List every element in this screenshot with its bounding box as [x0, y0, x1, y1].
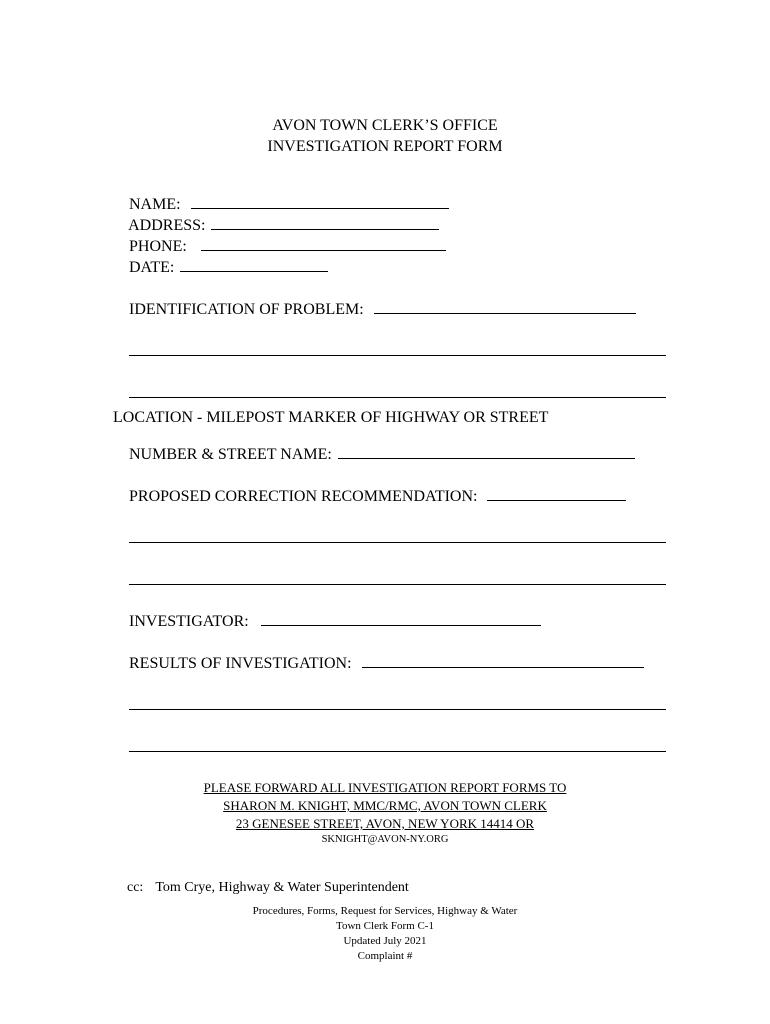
correction-blank-line-3[interactable]: [129, 583, 666, 585]
location-street-label: NUMBER & STREET NAME:: [129, 446, 332, 463]
correction-continuation-row: [113, 515, 666, 563]
form-title: INVESTIGATION REPORT FORM: [267, 138, 503, 155]
date-field-row: [113, 244, 328, 292]
results-continuation-row: [113, 682, 666, 730]
results-continuation-row: [113, 724, 666, 772]
forward-address: 23 GENESEE STREET, AVON, NEW YORK 14414 OR: [235, 816, 535, 831]
problem-label: IDENTIFICATION OF PROBLEM:: [129, 301, 364, 318]
problem-field-row: [113, 286, 636, 334]
correction-blank-line-2[interactable]: [129, 541, 666, 543]
forward-recipient: SHARON M. KNIGHT, MMC/RMC, AVON TOWN CLERK: [223, 798, 547, 813]
footer-complaint-number: Complaint #: [357, 950, 413, 962]
problem-blank-line-2[interactable]: [129, 354, 666, 356]
investigator-blank[interactable]: [261, 624, 541, 626]
location-label-line: LOCATION - MILEPOST MARKER OF HIGHWAY OR STREET: [113, 409, 549, 426]
name-label: NAME:: [129, 196, 181, 213]
date-blank[interactable]: [180, 270, 328, 272]
footer-category: Procedures, Forms, Request for Services, Highway & Water: [252, 905, 518, 917]
address-label: ADDRESS:: [128, 217, 206, 234]
problem-continuation-row: [113, 328, 666, 376]
correction-blank[interactable]: [487, 499, 626, 501]
forward-email[interactable]: SKNIGHT@AVON-NY.ORG: [321, 834, 449, 845]
footer-form-number: Town Clerk Form C-1: [336, 920, 434, 932]
location-field-row: [113, 431, 635, 479]
results-label: RESULTS OF INVESTIGATION:: [129, 655, 352, 672]
forward-instruction: PLEASE FORWARD ALL INVESTIGATION REPORT FORMS TO: [203, 780, 567, 795]
phone-label: PHONE:: [129, 238, 187, 255]
footer-updated: Updated July 2021: [343, 935, 427, 947]
results-blank-line-3[interactable]: [129, 750, 666, 752]
results-blank[interactable]: [362, 666, 644, 668]
cc-label: cc:: [127, 880, 144, 895]
correction-field-row: [113, 473, 626, 521]
date-label: DATE:: [129, 259, 175, 276]
problem-blank-line-3[interactable]: [129, 396, 666, 398]
results-blank-line-2[interactable]: [129, 708, 666, 710]
cc-line: [113, 867, 409, 909]
office-title: AVON TOWN CLERK’S OFFICE: [272, 117, 498, 134]
location-blank[interactable]: [338, 457, 635, 459]
investigator-label: INVESTIGATOR:: [129, 613, 249, 630]
results-field-row: [113, 640, 644, 688]
cc-recipient: Tom Crye, Highway & Water Superintendent: [155, 880, 409, 895]
investigator-field-row: [113, 598, 541, 646]
problem-blank[interactable]: [374, 312, 636, 314]
correction-label: PROPOSED CORRECTION RECOMMENDATION:: [129, 488, 478, 505]
